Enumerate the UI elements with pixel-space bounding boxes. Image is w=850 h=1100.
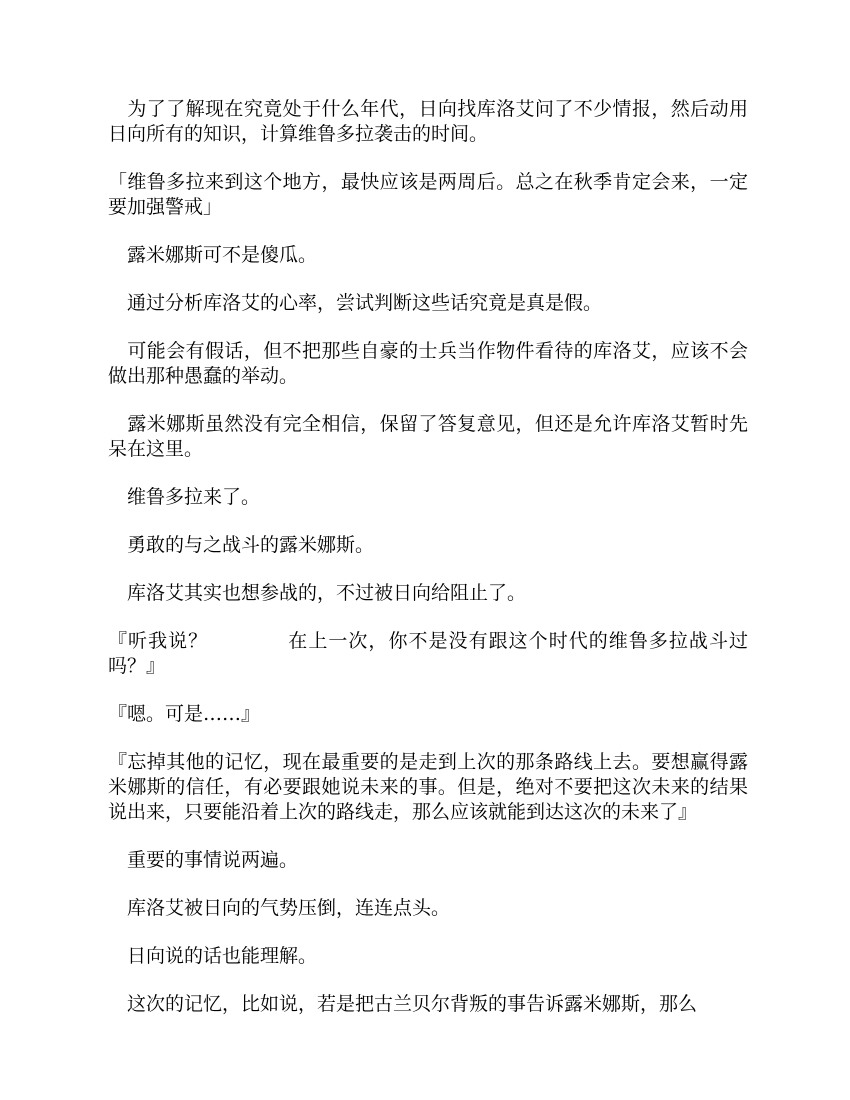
paragraph: 通过分析库洛艾的心率，尝试判断这些话究竟是真是假。	[108, 292, 603, 314]
paragraph: 『听我说？ 在上一次，你不是没有跟这个时代的维鲁多拉战斗过吗？』	[108, 630, 748, 677]
paragraph: 库洛艾其实也想参战的，不过被日向给阻止了。	[108, 582, 527, 604]
paragraph: 「维鲁多拉来到这个地方，最快应该是两周后。总之在秋季肯定会来，一定要加强警戒」	[108, 171, 748, 218]
paragraph: 维鲁多拉来了。	[108, 486, 261, 508]
paragraph: 为了了解现在究竟处于什么年代，日向找库洛艾问了不少情报，然后动用日向所有的知识，计算维鲁多拉袭击的时间。	[108, 98, 748, 145]
paragraph: 可能会有假话，但不把那些自豪的士兵当作物件看待的库洛艾，应该不会做出那种愚蠢的举动。	[108, 340, 748, 387]
paragraph: 露米娜斯可不是傻瓜。	[108, 244, 318, 266]
paragraph: 露米娜斯虽然没有完全相信，保留了答复意见，但还是允许库洛艾暂时先呆在这里。	[108, 413, 748, 460]
paragraph: 『嗯。可是……』	[108, 703, 261, 725]
paragraph: 这次的记忆，比如说，若是把古兰贝尔背叛的事告诉露米娜斯，那么	[108, 993, 698, 1015]
paragraph: 勇敢的与之战斗的露米娜斯。	[108, 534, 375, 556]
paragraph: 日向说的话也能理解。	[108, 945, 318, 967]
paragraph: 重要的事情说两遍。	[108, 849, 299, 871]
document-page	[108, 97, 748, 1040]
paragraph: 库洛艾被日向的气势压倒，连连点头。	[108, 897, 451, 919]
paragraph: 『忘掉其他的记忆，现在最重要的是走到上次的那条路线上去。要想赢得露米娜斯的信任，有必要跟她说未来的事。但是，绝对不要把这次未来的结果说出来，只要能沿着上次的路线走，那么应该就能到达这次的未来了』	[108, 751, 748, 823]
